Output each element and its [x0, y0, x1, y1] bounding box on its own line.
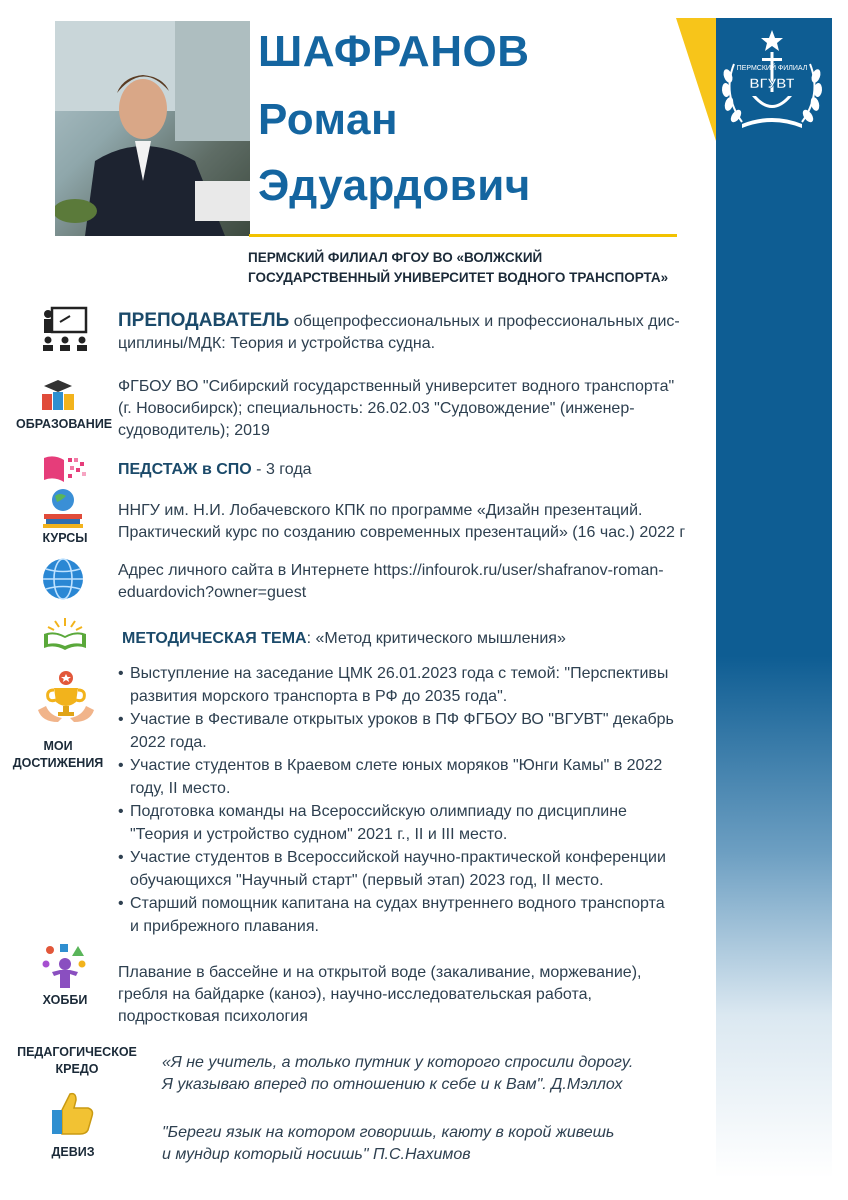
method-lead: МЕТОДИЧЕСКАЯ ТЕМА: [122, 630, 307, 647]
list-item: • Участие студентов в Всероссийской научно-практической конференции обучающихся "Научный старт" (первый этап) 2023 год, II место.: [118, 846, 718, 892]
list-item: • Участие студентов в Краевом слете юных моряков "Юнги Камы" в 2022 году, II место.: [118, 754, 718, 800]
trophy-hands-icon: [36, 670, 96, 728]
method-text: МЕТОДИЧЕСКАЯ ТЕМА: «Метод критического мышления»: [122, 630, 566, 647]
motto-quote: "Береги язык на котором говоришь, каюту в корой живешь и мундир который носишь" П.С.Нахимов: [162, 1124, 615, 1163]
surname: ШАФРАНОВ: [258, 27, 530, 76]
globe-icon: [40, 556, 86, 602]
experience-lead: ПЕДСТАЖ в СПО: [118, 461, 252, 478]
institution-name: ПЕРМСКИЙ ФИЛИАЛ ФГОУ ВО «ВОЛЖСКИЙ ГОСУДАРСТВЕННЫЙ УНИВЕРСИТЕТ ВОДНОГО ТРАНСПОРТА»: [248, 250, 669, 285]
courses-text: ННГУ им. Н.И. Лобачевского КПК по программе «Дизайн презентаций. Практический курс по созданию современных презентаций» (16 час.) 2022 г: [118, 502, 686, 541]
achievements-list: [118, 662, 718, 938]
teacher-text: ПРЕПОДАВАТЕЛЬ общепрофессиональных и профессиональных дис- циплины/МДК: Теория и устройства судна.: [118, 310, 680, 352]
header-divider: [249, 234, 677, 237]
first-name: Роман: [258, 95, 399, 144]
credo-label: ПЕДАГОГИЧЕСКОЕ КРЕДО: [17, 1045, 137, 1076]
open-book-icon: [40, 616, 90, 652]
credo-quote: «Я не учитель, а только путник у которого спросили дорогу. Я указываю вперед по отношению к себе и к Вам". Д.Мэллох: [162, 1054, 634, 1093]
list-item: • Выступление на заседание ЦМК 26.01.2023 года с темой: "Перспективы развития морского транспорта в РФ до 2035 года".: [118, 662, 718, 708]
patronymic: Эдуардович: [258, 161, 531, 210]
experience-text: ПЕДСТАЖ в СПО - 3 года: [118, 461, 312, 478]
education-label: ОБРАЗОВАНИЕ: [16, 417, 113, 431]
juggler-icon: [40, 942, 90, 990]
list-item: • Старший помощник капитана на судах внутреннего водного транспорта и прибрежного плавания.: [118, 892, 718, 938]
website-text: Адрес личного сайта в Интернете https://infourok.ru/user/shafranov-roman- eduardovich?owner=guest: [118, 562, 664, 601]
logo-arc-text: ПЕРМСКИЙ ФИЛИАЛ: [736, 65, 808, 72]
achievements-label: МОИ ДОСТИЖЕНИЯ: [12, 739, 104, 770]
thumbs-up-icon: [48, 1090, 96, 1138]
list-item: • Участие в Фестивале открытых уроков в ПФ ФГБОУ ВО "ВГУВТ" декабрь 2022 года.: [118, 708, 718, 754]
globe-books-icon: [40, 486, 86, 528]
teacher-board-icon: [40, 306, 90, 352]
hobby-label: ХОББИ: [42, 993, 88, 1007]
teacher-lead: ПРЕПОДАВАТЕЛЬ: [118, 310, 290, 331]
list-item: • Подготовка команды на Всероссийскую олимпиаду по дисциплине "Теория и устройство судном" 2021 г., II и III место.: [118, 800, 718, 846]
pixel-book-icon: [40, 452, 90, 484]
motto-label: ДЕВИЗ: [51, 1145, 95, 1159]
courses-label: КУРСЫ: [42, 531, 88, 545]
anchor-wreath-logo: [712, 24, 832, 142]
portrait-photo: [55, 21, 250, 236]
hobby-text: Плавание в бассейне и на открытой воде (закаливание, моржевание), гребля на байдарке (каноэ), научно-исследовательская работа, подростковая психология: [118, 964, 642, 1025]
side-band: [716, 18, 832, 1178]
education-text: ФГБОУ ВО "Сибирский государственный университет водного транспорта" (г. Новосибирск); специальность: 26.02.03 "Судовождение" (инженер- судоводитель); 2019: [118, 378, 675, 439]
books-cap-icon: [38, 378, 78, 412]
logo-abbr: ВГУВТ: [749, 75, 795, 91]
